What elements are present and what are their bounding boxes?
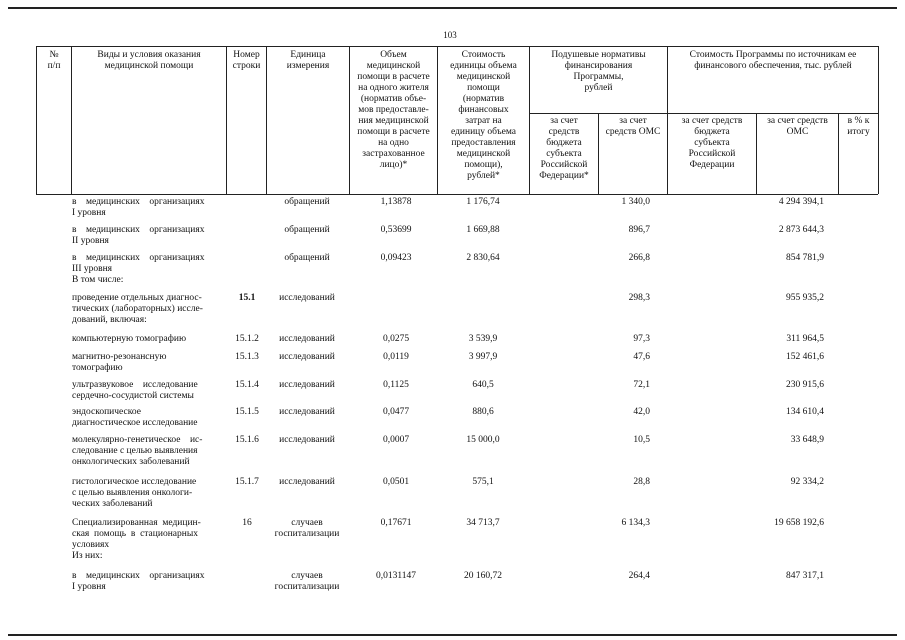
row-name: в медицинских организациях III уровня В том числе: (72, 253, 205, 285)
row-name: проведение отдельных диагнос- тических (лабораторных) иссле- дований, включая: (72, 293, 203, 325)
header-program-budget: за счет средств бюджета субъекта Российской Федерации (681, 116, 743, 170)
row-pc-oms: 72,1 (633, 380, 650, 390)
row-name: эндоскопическое диагностическое исследование (72, 407, 198, 428)
bottom-border (8, 634, 897, 636)
row-pc-oms: 6 134,3 (621, 518, 650, 528)
header-volume: Объем медицинской помощи в расчете на одного жителя (норматив объе- мов предоставле- ния медицинской помощи в расчете на одно застрахованное лицо)* (357, 50, 430, 170)
header-program-cost: Стоимость Программы по источникам ее финансового обеспечения, тыс. рублей (689, 50, 857, 71)
row-prog-oms: 4 294 394,1 (778, 197, 824, 207)
row-pc-oms: 266,8 (628, 253, 650, 263)
row-prog-oms: 955 935,2 (786, 293, 824, 303)
row-cost: 1 669,88 (466, 225, 500, 235)
row-number: 15.1 (238, 293, 256, 303)
row-unit: исследований (279, 380, 335, 390)
row-prog-oms: 33 648,9 (790, 435, 824, 445)
row-cost: 3 997,9 (468, 352, 498, 362)
row-prog-oms: 854 781,9 (786, 253, 824, 263)
row-volume: 0,0477 (382, 407, 410, 417)
row-number: 15.1.4 (235, 380, 259, 390)
header-row-no: Номер строки (232, 50, 261, 71)
row-name: в медицинских организациях I уровня (72, 197, 205, 218)
row-pc-oms: 97,3 (633, 334, 650, 344)
row-unit: исследований (279, 435, 335, 445)
header-program-pct: в % к итогу (847, 116, 870, 137)
row-name: Специализированная медицин- ская помощь в стационарных условиях Из них: (72, 518, 201, 561)
row-cost: 20 160,72 (464, 571, 502, 581)
row-pc-oms: 28,8 (633, 477, 650, 487)
row-pc-oms: 896,7 (628, 225, 650, 235)
header-program-oms: за счет средств ОМС (767, 116, 828, 137)
row-name: компьютерную томографию (72, 334, 187, 344)
row-prog-oms: 311 964,5 (786, 334, 824, 344)
header-per-capita-oms: за счет средств ОМС (605, 116, 661, 137)
row-number: 15.1.7 (235, 477, 259, 487)
row-pc-oms: 10,5 (633, 435, 650, 445)
row-prog-oms: 2 873 644,3 (778, 225, 824, 235)
row-number: 15.1.2 (235, 334, 259, 344)
subheader-line (529, 113, 878, 114)
row-cost: 3 539,9 (468, 334, 498, 344)
row-cost: 15 000,0 (466, 435, 500, 445)
row-prog-oms: 152 461,6 (786, 352, 824, 362)
row-unit: обращений (284, 225, 330, 235)
header-num: № п/п (47, 50, 61, 71)
row-volume: 0,0131147 (375, 571, 417, 581)
row-prog-oms: 847 317,1 (786, 571, 824, 581)
row-unit: исследований (279, 334, 335, 344)
row-volume: 1,13878 (380, 197, 412, 207)
row-name: в медицинских организациях II уровня (72, 225, 205, 246)
header-cost: Стоимость единицы объема медицинской помощи (норматив финансовых затрат на единицу объема предоставления медицинской помощи), рублей* (450, 50, 517, 181)
row-pc-oms: 298,3 (628, 293, 650, 303)
row-number: 15.1.6 (235, 435, 259, 445)
row-volume: 0,0119 (383, 352, 409, 362)
row-name: ультразвуковое исследование сердечно-сосудистой системы (72, 380, 198, 401)
header-unit: Единица измерения (286, 50, 330, 71)
row-prog-oms: 134 610,4 (786, 407, 824, 417)
row-unit: исследований (279, 293, 335, 303)
row-volume: 0,1125 (383, 380, 409, 390)
row-cost: 34 713,7 (466, 518, 500, 528)
row-prog-oms: 230 915,6 (786, 380, 824, 390)
row-pc-oms: 47,6 (633, 352, 650, 362)
row-unit: исследований (279, 407, 335, 417)
page-number: 103 (443, 30, 457, 40)
row-pc-oms: 264,4 (628, 571, 650, 581)
row-volume: 0,53699 (380, 225, 412, 235)
row-unit: случаев госпитализации (274, 518, 340, 539)
row-unit: обращений (284, 253, 330, 263)
row-unit: исследований (279, 352, 335, 362)
row-cost: 575,1 (472, 477, 494, 487)
row-name: гистологическое исследование с целью выявления онкологи- ческих заболеваний (72, 477, 197, 509)
row-volume: 0,0501 (382, 477, 410, 487)
row-number: 15.1.3 (235, 352, 259, 362)
row-volume: 0,17671 (380, 518, 412, 528)
row-cost: 640,5 (472, 380, 494, 390)
row-cost: 880,6 (472, 407, 494, 417)
row-prog-oms: 19 658 192,6 (774, 518, 824, 528)
row-name: молекулярно-генетическое ис- следование с целью выявления онкологических заболеваний (72, 435, 203, 467)
header-top-line (36, 46, 878, 47)
row-cost: 2 830,64 (466, 253, 500, 263)
header-bottom-line (36, 194, 878, 195)
row-pc-oms: 1 340,0 (621, 197, 650, 207)
row-number: 15.1.5 (235, 407, 259, 417)
header-per-capita: Подушевые нормативы финансирования Программы, рублей (551, 50, 646, 93)
row-name: магнитно-резонансную томографию (72, 352, 167, 373)
row-pc-oms: 42,0 (633, 407, 650, 417)
row-unit: исследований (279, 477, 335, 487)
row-volume: 0,09423 (380, 253, 412, 263)
row-cost: 1 176,74 (466, 197, 500, 207)
vline-11 (878, 46, 879, 194)
row-volume: 0,0007 (382, 435, 410, 445)
row-unit: случаев госпитализации (274, 571, 340, 592)
top-border (8, 7, 897, 9)
row-number: 16 (242, 518, 252, 528)
header-per-capita-budget: за счет средств бюджета субъекта Российской Федерации* (539, 116, 589, 181)
row-volume: 0,0275 (382, 334, 410, 344)
row-prog-oms: 92 334,2 (790, 477, 824, 487)
header-type: Виды и условия оказания медицинской помощи (97, 50, 201, 71)
row-name: в медицинских организациях I уровня (72, 571, 205, 592)
row-unit: обращений (284, 197, 330, 207)
